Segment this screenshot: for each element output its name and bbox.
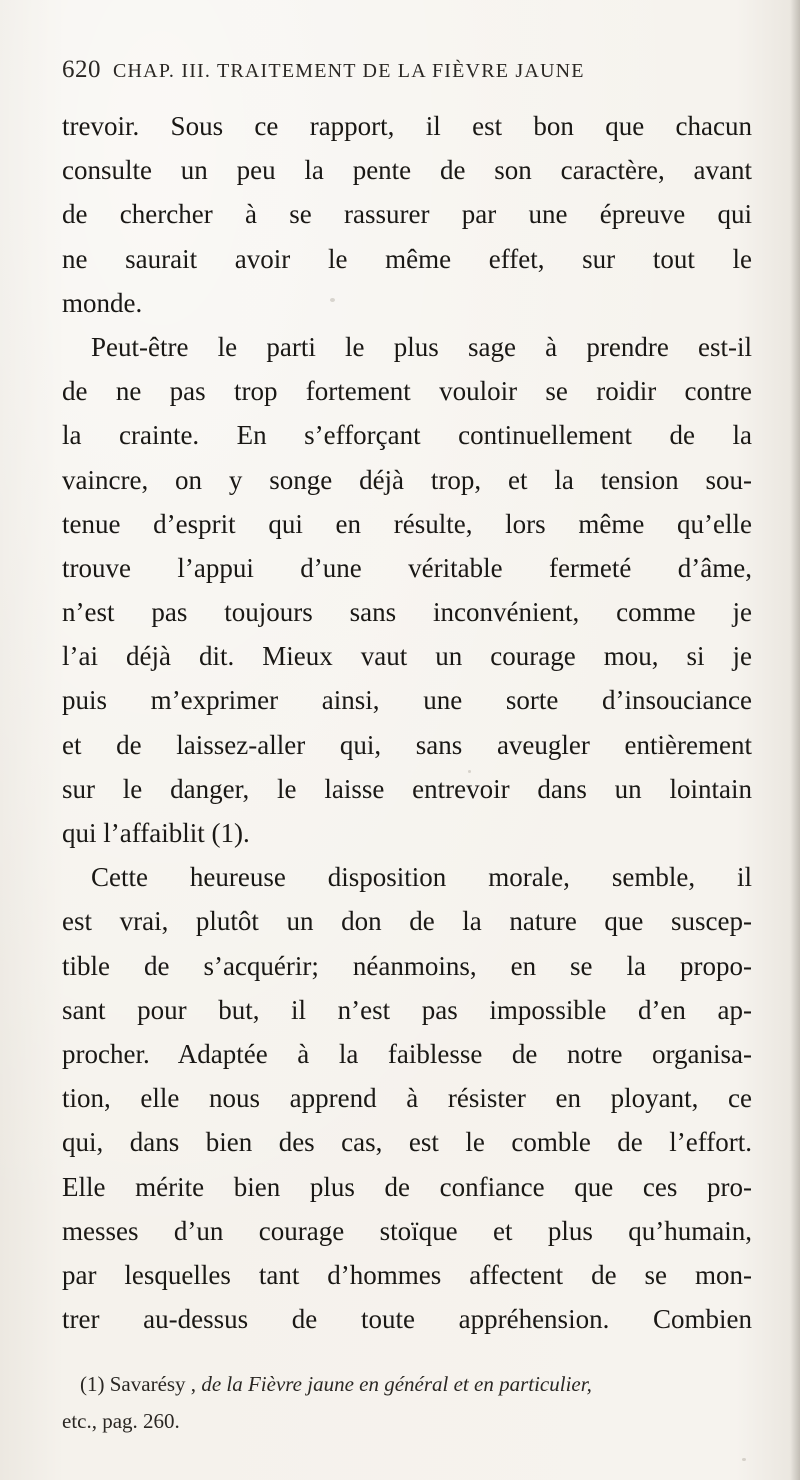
text-line: tenue d’esprit qui en résulte, lors même qu’elle [62,508,752,539]
footnote-title: de la Fièvre jaune en général et en particulier, [201,1372,592,1396]
text-line: qui l’affaiblit (1). [62,818,250,848]
text-line: ne saurait avoir le même effet, sur tout le [62,243,752,274]
running-title: CHAP. III. TRAITEMENT DE LA FIÈVRE JAUNE [113,60,585,82]
text-line: procher. Adaptée à la faiblesse de notre organisa- [62,1038,752,1069]
paper-speck [468,770,471,773]
text-line: trer au-dessus de toute appréhension. Combien [62,1304,752,1335]
text-line: l’ai déjà dit. Mieux vaut un courage mou, si je [62,641,752,672]
text-line: et de laissez-aller qui, sans aveugler entièrement [62,729,752,760]
text-line: de chercher à se rassurer par une épreuve qui [62,199,752,230]
text-line: qui, dans bien des cas, est le comble de l’effort. [62,1127,752,1158]
running-header [62,56,742,84]
text-line: n’est pas toujours sans inconvénient, comme je [62,597,752,628]
text-line: trouve l’appui d’une véritable fermeté d’âme, [62,552,752,583]
text-line: messes d’un courage stoïque et plus qu’humain, [62,1215,752,1246]
text-line: sant pour but, il n’est pas impossible d’en ap- [62,994,752,1025]
text-line: tible de s’acquérir; néanmoins, en se la propo- [62,950,752,981]
footnote [62,1366,752,1440]
text-line: puis m’exprimer ainsi, une sorte d’insouciance [62,685,752,716]
text-line: consulte un peu la pente de son caractère, avant [62,155,752,186]
page-edge-shadow [790,0,800,1480]
paper-speck [742,1458,746,1461]
paragraph-start-line: Cette heureuse disposition morale, semble, il [91,862,752,893]
paper-speck [330,298,335,302]
text-line: par lesquelles tant d’hommes affectent de se mon- [62,1259,752,1290]
footnote-marker: (1) [80,1372,105,1396]
page-number: 620 [62,56,101,83]
text-line: monde. [62,287,143,318]
text-line: la crainte. En s’efforçant continuellement de la [62,420,752,451]
text-line: Elle mérite bien plus de confiance que ces pro- [62,1171,752,1202]
paragraph-start-line: Peut-être le parti le plus sage à prendre est-il [91,331,752,362]
text-line: tion, elle nous apprend à résister en ployant, ce [62,1083,752,1114]
text-line: trevoir. Sous ce rapport, il est bon que chacun [62,111,752,141]
footnote-author: Savarésy , [109,1372,197,1396]
text-line: vaincre, on y songe déjà trop, et la tension sou- [62,464,752,495]
text-line: de ne pas trop fortement vouloir se roidir contre [62,376,752,407]
footnote-continuation: etc., pag. 260. [62,1409,180,1433]
footnote-line [62,1366,752,1403]
body-text [62,104,752,1341]
text-line: est vrai, plutôt un don de la nature que suscep- [62,906,752,937]
text-line: sur le danger, le laisse entrevoir dans un lointain [62,773,752,804]
